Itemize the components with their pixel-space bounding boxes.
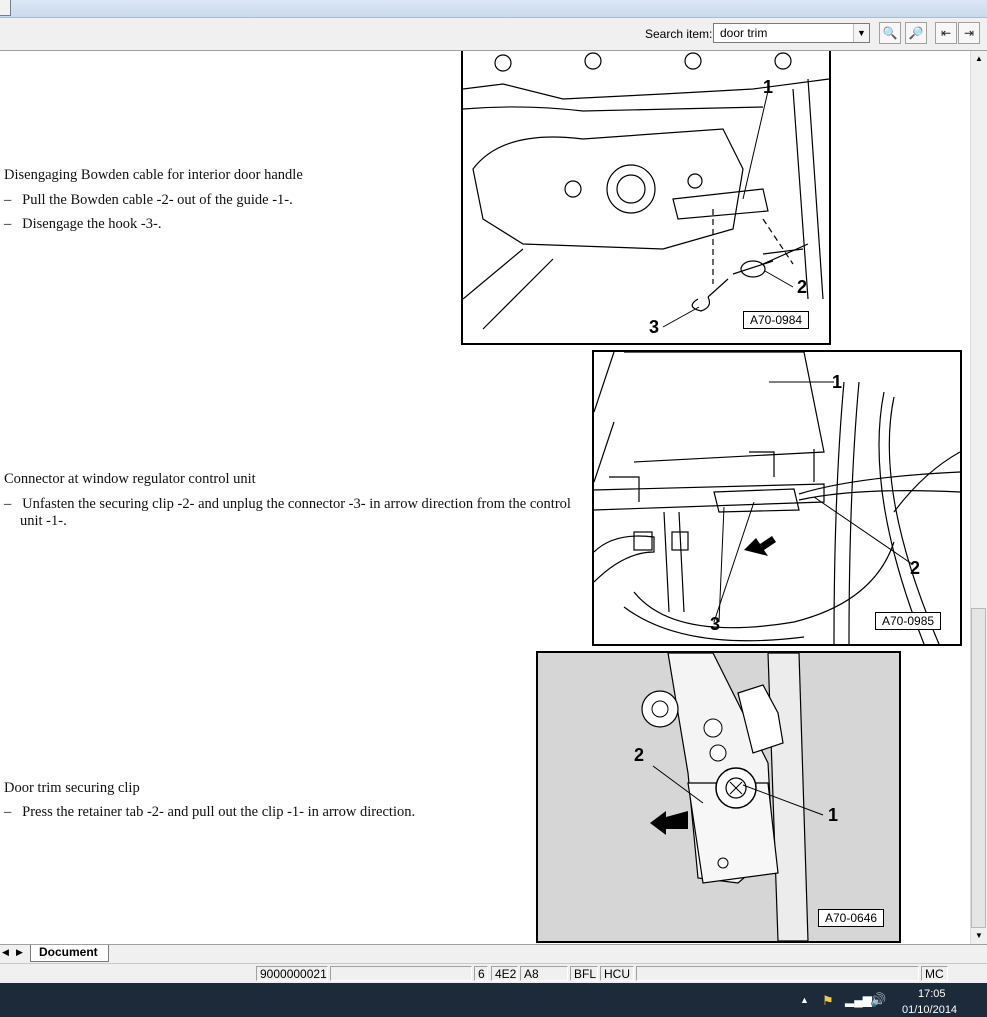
status-field-1: 6 xyxy=(474,966,488,981)
search-input-value: door trim xyxy=(720,26,768,40)
previous-page-icon[interactable]: ⇤ xyxy=(935,22,957,44)
search-forward-icon[interactable]: 🔍 xyxy=(879,22,901,44)
callout-3: 3 xyxy=(710,614,721,634)
figure-id: A70-0985 xyxy=(875,612,941,630)
volume-icon[interactable]: 🔊 xyxy=(870,992,887,1007)
clock-date[interactable]: 01/10/2014 xyxy=(902,1004,958,1016)
status-doc-number: 9000000021 xyxy=(256,966,328,981)
search-backward-icon[interactable]: 🔎 xyxy=(905,22,927,44)
chevron-down-icon[interactable]: ▼ xyxy=(853,24,869,42)
figure-id: A70-0984 xyxy=(743,311,809,329)
status-field-4: BFL xyxy=(570,966,598,981)
scrollbar-thumb[interactable] xyxy=(971,608,986,928)
scroll-down-icon[interactable]: ▼ xyxy=(975,931,983,940)
callout-2: 2 xyxy=(797,277,808,297)
clock-time[interactable]: 17:05 xyxy=(918,988,946,1000)
status-field-5: HCU xyxy=(600,966,634,981)
status-field-6: MC xyxy=(921,966,948,981)
callout-2: 2 xyxy=(634,745,645,765)
network-signal-icon[interactable]: ▂▄▆ xyxy=(845,993,872,1007)
figure-bowden-cable xyxy=(461,51,831,345)
search-label: Search item: xyxy=(645,27,713,41)
status-field-3: A8 xyxy=(520,966,568,981)
status-field-empty xyxy=(330,966,472,981)
list-item: – Press the retainer tab -2- and pull out the clip -1- in arrow direction. xyxy=(4,804,416,820)
callout-1: 1 xyxy=(763,77,774,97)
tab-scroll-left-icon[interactable]: ◀ xyxy=(2,947,9,957)
window-menu-icon[interactable] xyxy=(0,0,11,16)
scroll-up-icon[interactable]: ▲ xyxy=(975,54,983,63)
list-item: – Pull the Bowden cable -2- out of the guide -1-. xyxy=(4,192,293,208)
figure-securing-clip xyxy=(536,651,901,943)
search-input[interactable] xyxy=(713,23,870,43)
list-item: – Unfasten the securing clip -2- and unplug the connector -3- in arrow direction from the control unit -1-. xyxy=(4,496,571,529)
status-field-2: 4E2 xyxy=(491,966,518,981)
figure-connector xyxy=(592,350,962,646)
section-heading: Connector at window regulator control unit xyxy=(4,471,256,487)
next-page-icon[interactable]: ⇥ xyxy=(958,22,980,44)
callout-1: 1 xyxy=(832,372,843,392)
connector-illustration xyxy=(594,352,960,644)
taskbar xyxy=(0,983,987,1017)
tab-scroll-right-icon[interactable]: ▶ xyxy=(16,947,23,957)
figure-id: A70-0646 xyxy=(818,909,884,927)
show-hidden-icons-icon[interactable]: ▲ xyxy=(800,995,809,1005)
status-field-empty xyxy=(636,966,919,981)
sheet-tab-bar xyxy=(0,944,987,963)
bowden-cable-illustration xyxy=(463,51,829,343)
document-view xyxy=(0,51,970,944)
action-center-flag-icon[interactable]: ⚑ xyxy=(822,993,834,1008)
title-bar xyxy=(0,0,987,18)
tab-document[interactable]: Document xyxy=(30,945,109,962)
section-heading: Disengaging Bowden cable for interior door handle xyxy=(4,167,303,183)
callout-1: 1 xyxy=(828,805,839,825)
securing-clip-illustration xyxy=(538,653,899,941)
section-heading: Door trim securing clip xyxy=(4,780,140,796)
list-item: – Disengage the hook -3-. xyxy=(4,216,162,232)
callout-3: 3 xyxy=(649,317,660,337)
callout-2: 2 xyxy=(910,558,921,578)
